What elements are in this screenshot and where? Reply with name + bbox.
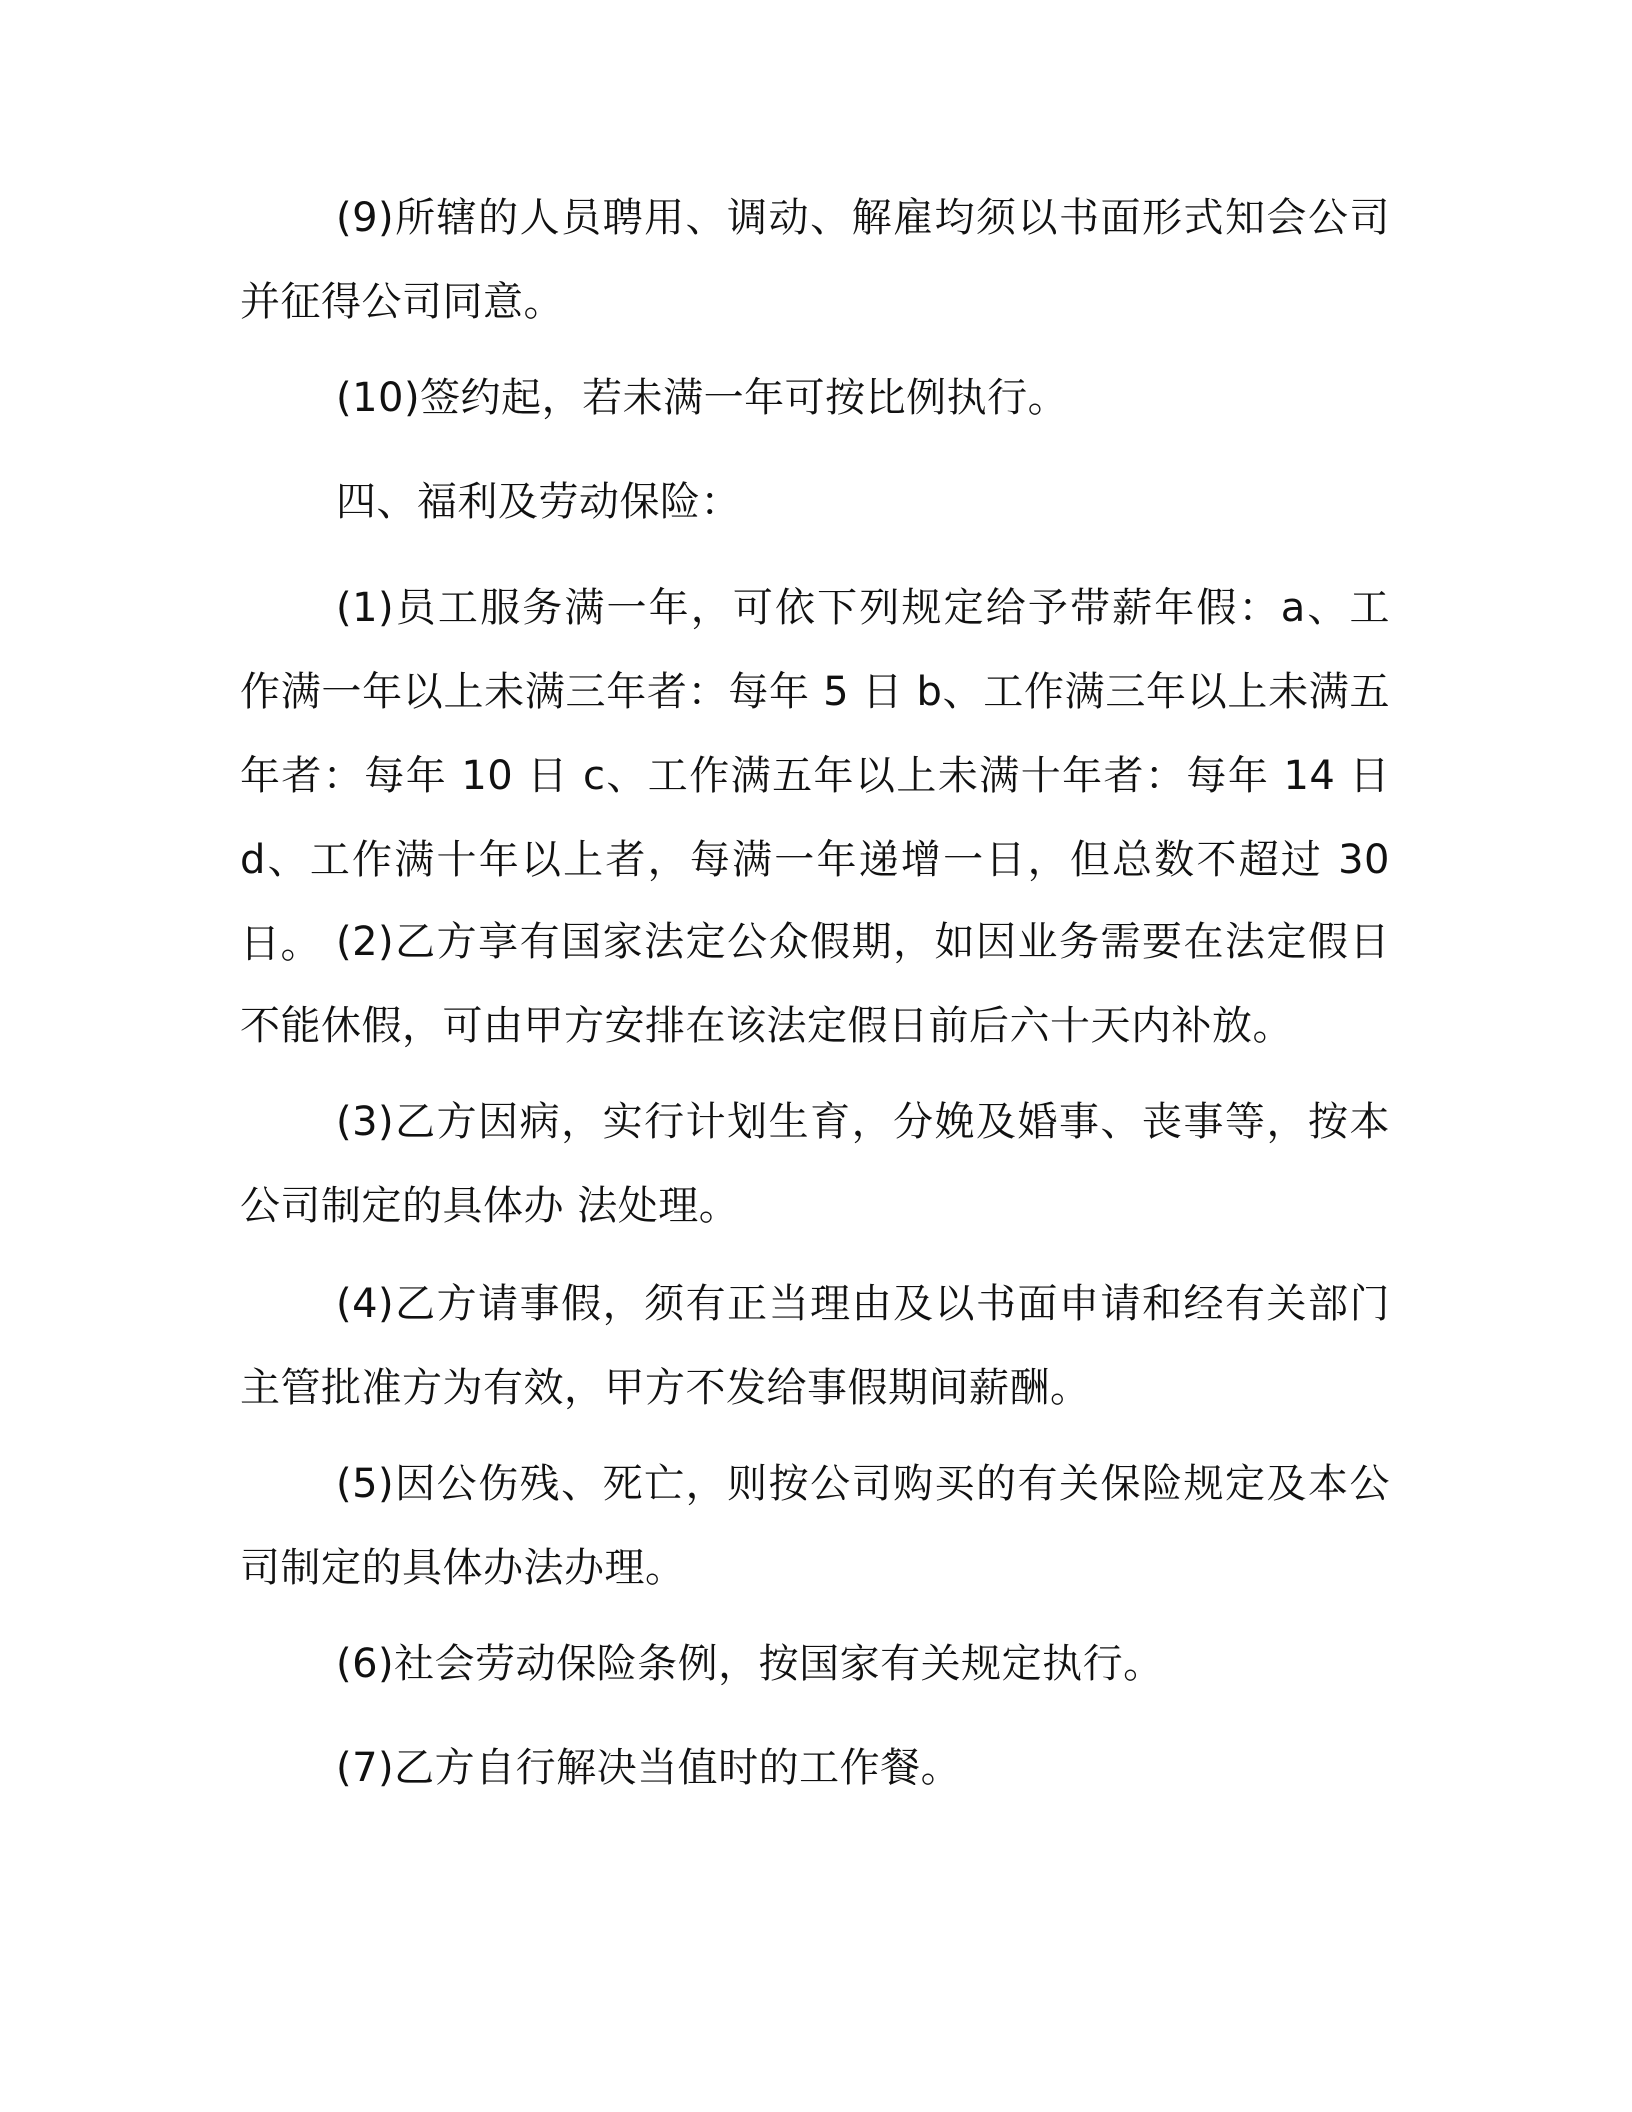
paragraph-item-10: (10)签约起，若未满一年可按比例执行。 — [336, 375, 1069, 421]
paragraph-annual-leave: (1)员工服务满一年，可依下列规定给予带薪年假：a、工作满一年以上未满三年者：每年 5 日 b、工作满三年以上未满五年者：每年 10 日 c、工作满五年以上未满十年者：每年 14 日 d、工作满十年以上者，每满一年递增一日，但总数不超过 30 日。 — [240, 585, 1390, 967]
paragraph-social-insurance: (6)社会劳动保险条例，按国家有关规定执行。 — [336, 1641, 1164, 1687]
paragraph-injury-death: (5)因公伤残、死亡，则按公司购买的有关保险规定及本公司制定的具体办法办理。 — [240, 1461, 1390, 1591]
paragraph-personal-leave: (4)乙方请事假，须有正当理由及以书面申请和经有关部门主管批准方为有效，甲方不发给事假期间薪酬。 — [240, 1281, 1390, 1411]
paragraph-public-holidays: (2)乙方享有国家法定公众假期，如因业务需要在法定假日不能休假，可由甲方安排在该法定假日前后六十天内补放。 — [240, 919, 1390, 1049]
paragraph-item-9: (9)所辖的人员聘用、调动、解雇均须以书面形式知会公司并征得公司同意。 — [240, 195, 1390, 325]
paragraph-work-meals: (7)乙方自行解决当值时的工作餐。 — [336, 1745, 962, 1791]
section-heading-welfare: 四、福利及劳动保险： — [336, 479, 741, 525]
paragraph-sick-leave: (3)乙方因病，实行计划生育，分娩及婚事、丧事等，按本公司制定的具体办 法处理。 — [240, 1099, 1390, 1229]
